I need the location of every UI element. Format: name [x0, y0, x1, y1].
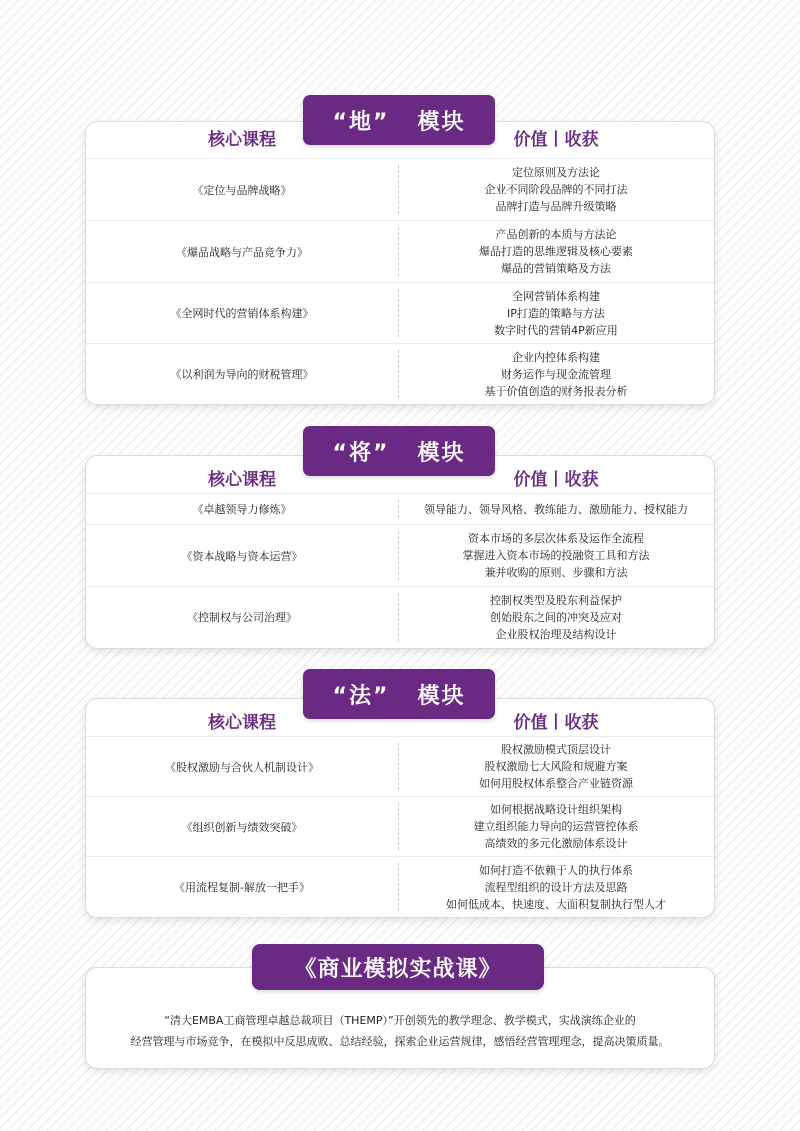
module-di-title-quote: “地”	[332, 109, 390, 135]
value-list	[398, 737, 714, 796]
column-divider	[398, 165, 399, 214]
value-list	[398, 797, 714, 856]
column-header-courses: 核心课程	[208, 713, 276, 733]
simulation-banner: 《商业模拟实战课》	[252, 944, 544, 990]
value-list	[398, 221, 714, 282]
module-jiang-title-word: 模块	[417, 440, 466, 466]
value-item: 资本市场的多层次体系及运作全流程	[468, 532, 644, 545]
value-item: 高绩效的多元化激励体系设计	[484, 837, 628, 850]
module-jiang-title-quote: “将”	[332, 440, 390, 466]
column-header-value: 价值丨收获	[513, 470, 599, 490]
simulation-description	[106, 1010, 694, 1052]
course-name: 《定位与品牌战略》	[192, 183, 292, 197]
module-di-title-word: 模块	[417, 109, 466, 135]
table-row	[86, 796, 714, 856]
value-item: 财务运作与现金流管理	[501, 367, 611, 381]
value-item: 全网营销体系构建	[512, 289, 600, 303]
value-list	[398, 283, 714, 343]
simulation-text-line: 经营管理与市场竞争，在模拟中反思成败、总结经验，探索企业运营规律，感悟经营管理理念，提高决策质量。	[130, 1035, 670, 1048]
course-name: 《股权激励与合伙人机制设计》	[165, 760, 319, 774]
column-divider	[398, 531, 399, 580]
module-fa-banner	[303, 669, 495, 719]
value-item: 掌握进入资本市场的投融资工具和方法	[462, 549, 650, 562]
column-divider	[398, 863, 399, 911]
module-di-banner	[303, 95, 495, 145]
value-item: 如何根据战略设计组织架构	[490, 803, 622, 816]
value-item: 爆品的营销策略及方法	[501, 262, 611, 275]
value-list	[398, 159, 714, 220]
column-header-courses: 核心课程	[208, 470, 276, 490]
value-list	[398, 857, 714, 917]
course-name: 《控制权与公司治理》	[187, 611, 297, 624]
column-divider	[398, 289, 399, 337]
table-row	[86, 493, 714, 524]
value-item: 控制权类型及股东利益保护	[490, 593, 622, 607]
module-fa-title-quote: “法”	[332, 683, 390, 709]
value-item: 创始股东之间的冲突及应对	[490, 610, 622, 624]
value-item: 如何用股权体系整合产业链资源	[479, 777, 633, 790]
value-item: 建立组织能力导向的运营管控体系	[473, 820, 639, 833]
table-row	[86, 220, 714, 282]
value-item: 爆品打造的思维逻辑及核心要素	[479, 245, 633, 258]
value-item: 企业不同阶段品牌的不同打法	[484, 183, 628, 196]
course-name: 《以利润为导向的财税管理》	[170, 368, 314, 381]
table-row	[86, 282, 714, 343]
value-list	[398, 587, 714, 647]
column-divider	[398, 803, 399, 850]
module-di-rows	[86, 158, 714, 404]
module-fa-title-word: 模块	[417, 683, 466, 709]
module-fa-card	[85, 698, 715, 918]
table-row	[86, 736, 714, 796]
value-item: 股权激励七大风险和规避方案	[484, 760, 628, 773]
table-row	[86, 158, 714, 220]
module-jiang-card	[85, 455, 715, 649]
course-name: 《组织创新与绩效突破》	[181, 820, 303, 834]
table-row	[86, 343, 714, 404]
module-jiang-rows	[86, 493, 714, 647]
value-list	[398, 494, 714, 524]
value-item: 企业内控体系构建	[512, 350, 600, 364]
course-name: 《卓越领导力修炼》	[192, 503, 292, 516]
value-item: 产品创新的本质与方法论	[495, 228, 617, 241]
value-item: 定位原则及方法论	[512, 166, 600, 179]
column-divider	[398, 500, 399, 518]
value-list	[398, 525, 714, 586]
value-item: 如何打造不依赖于人的执行体系	[479, 863, 633, 877]
column-divider	[398, 227, 399, 276]
value-list	[398, 344, 714, 404]
course-name: 《爆品战略与产品竞争力》	[176, 245, 308, 259]
column-divider	[398, 743, 399, 790]
module-fa-rows	[86, 736, 714, 917]
table-row	[86, 586, 714, 647]
value-item: 数字时代的营销4P新应用	[494, 323, 618, 337]
value-item: 流程型组织的设计方法及思路	[484, 880, 628, 894]
course-name: 《用流程复制-解放一把手》	[174, 881, 310, 894]
value-item: 领导能力、领导风格、教练能力、激励能力、授权能力	[424, 502, 688, 516]
table-row	[86, 524, 714, 586]
column-header-courses: 核心课程	[208, 130, 276, 150]
value-item: 股权激励模式顶层设计	[501, 743, 611, 756]
value-item: 兼并收购的原则、步骤和方法	[484, 566, 628, 579]
value-item: 如何低成本、快速度、大面积复制执行型人才	[446, 897, 666, 911]
column-divider	[398, 593, 399, 641]
course-name: 《资本战略与资本运营》	[181, 549, 303, 563]
module-jiang-banner	[303, 426, 495, 476]
module-di-card	[85, 121, 715, 405]
column-header-value: 价值丨收获	[513, 713, 599, 733]
column-divider	[398, 350, 399, 398]
value-item: 基于价值创造的财务报表分析	[484, 384, 628, 398]
value-item: IP打造的策略与方法	[507, 306, 605, 320]
value-item: 企业股权治理及结构设计	[495, 627, 617, 641]
table-row	[86, 856, 714, 917]
value-item: 品牌打造与品牌升级策略	[495, 200, 617, 213]
column-header-value: 价值丨收获	[513, 130, 599, 150]
simulation-text-line: “清大EMBA工商管理卓越总裁项目（THEMP）”开创领先的教学理念、教学模式，实战演练企业的	[164, 1014, 636, 1027]
course-name: 《全网时代的营销体系构建》	[170, 307, 314, 320]
